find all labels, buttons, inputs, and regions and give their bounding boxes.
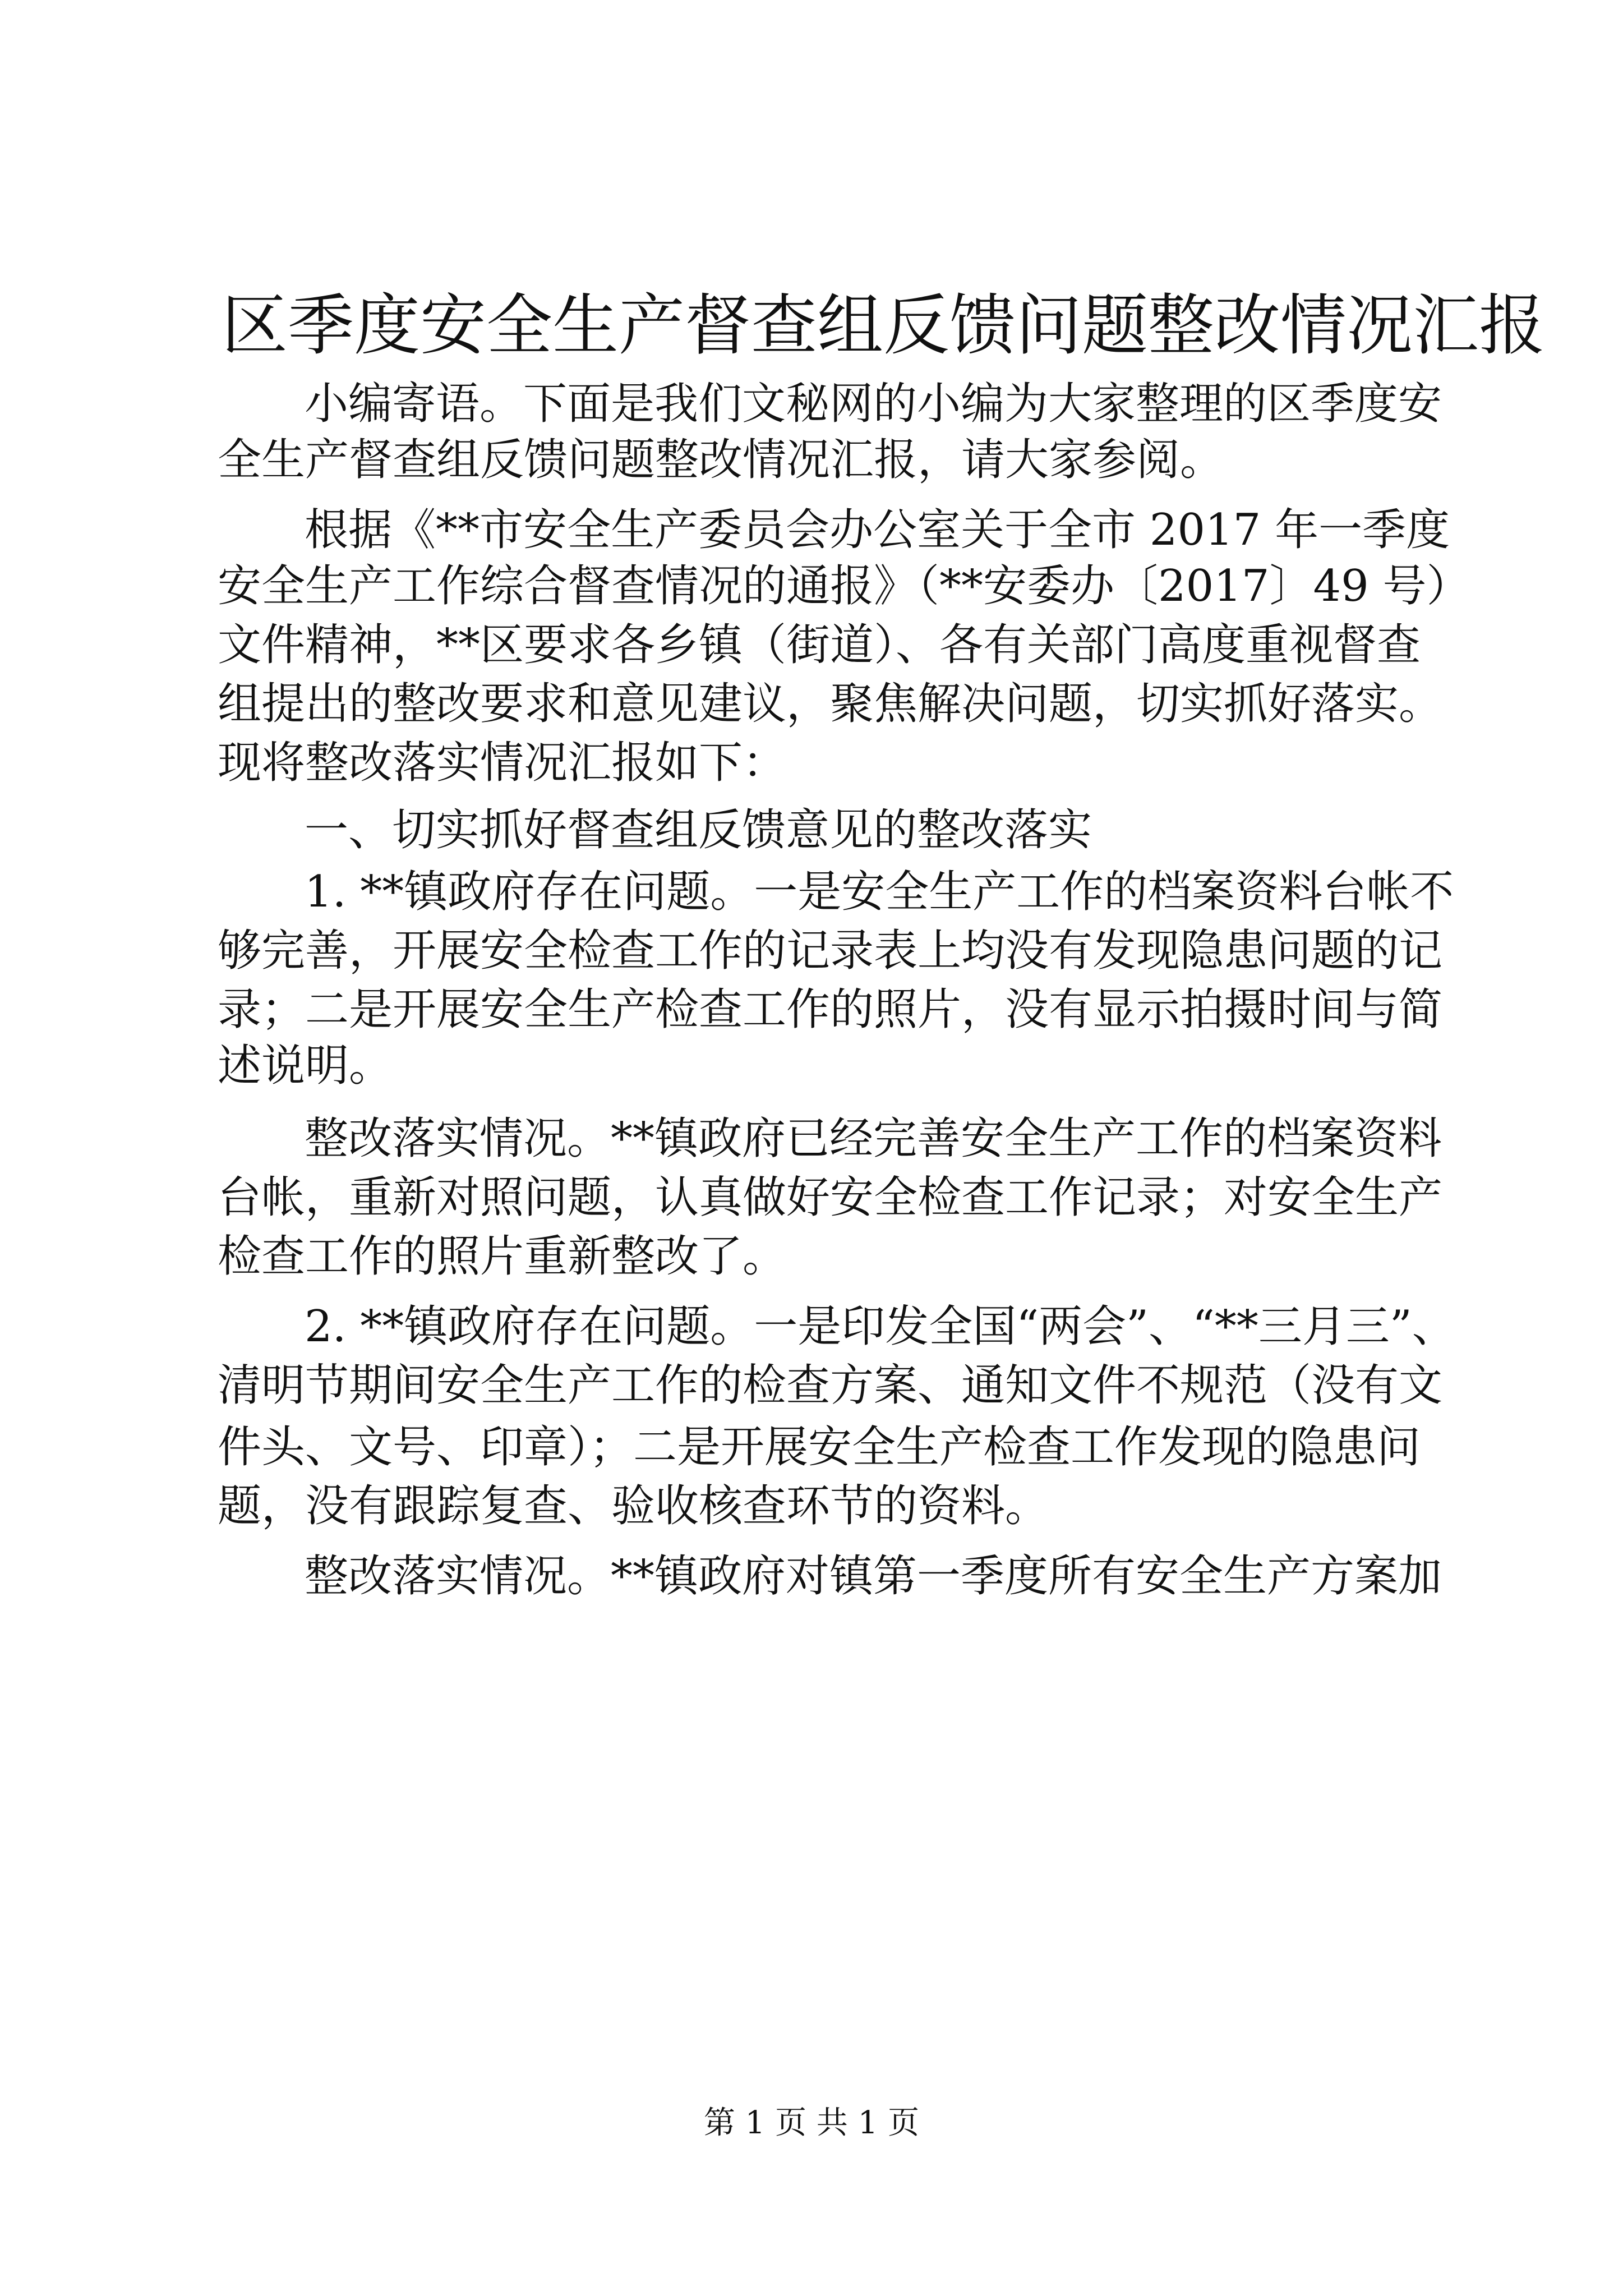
paragraph-line: 台帐，重新对照问题，认真做好安全检查工作记录；对安全生产 [218, 1172, 1443, 1223]
paragraph-line: 检查工作的照片重新整改了。 [218, 1231, 787, 1282]
paragraph-line: 现将整改落实情况汇报如下： [218, 738, 787, 788]
paragraph-line: 安全生产工作综合督查情况的通报》（**安委办〔2017〕49 号） [218, 561, 1470, 611]
paragraph-line: 小编寄语。下面是我们文秘网的小编为大家整理的区季度安 [305, 379, 1442, 429]
paragraph-line: 录；二是开展安全生产检查工作的照片，没有显示拍摄时间与简 [218, 984, 1443, 1035]
paragraph-line: 清明节期间安全生产工作的检查方案、通知文件不规范（没有文 [218, 1360, 1443, 1411]
paragraph-line: 2. **镇政府存在问题。一是印发全国“两会”、“**三月三”、 [305, 1301, 1456, 1352]
paragraph-line: 够完善，开展安全检查工作的记录表上均没有发现隐患问题的记 [218, 926, 1443, 976]
paragraph-line: 文件精神，**区要求各乡镇（街道）、各有关部门高度重视督查 [218, 620, 1421, 670]
paragraph-line: 1. **镇政府存在问题。一是安全生产工作的档案资料台帐不 [305, 867, 1454, 917]
section-heading: 一、切实抓好督查组反馈意见的整改落实 [305, 805, 1092, 855]
paragraph-line: 根据《**市安全生产委员会办公室关于全市 2017 年一季度 [305, 505, 1450, 555]
paragraph-line: 件头、文号、印章）；二是开展安全生产检查工作发现的隐患问 [218, 1422, 1421, 1473]
document-title: 区季度安全生产督查组反馈问题整改情况汇报 [222, 287, 1546, 364]
paragraph-line: 整改落实情况。**镇政府已经完善安全生产工作的档案资料 [305, 1114, 1442, 1164]
paragraph-line: 组提出的整改要求和意见建议，聚焦解决问题，切实抓好落实。 [218, 679, 1443, 729]
page-footer: 第 1 页 共 1 页 [703, 2105, 920, 2141]
paragraph-line: 全生产督查组反馈问题整改情况汇报，请大家参阅。 [218, 435, 1224, 485]
paragraph-line: 述说明。 [218, 1041, 393, 1091]
paragraph-line: 整改落实情况。**镇政府对镇第一季度所有安全生产方案加 [305, 1551, 1442, 1602]
paragraph-line: 题，没有跟踪复查、验收核查环节的资料。 [218, 1481, 1049, 1531]
